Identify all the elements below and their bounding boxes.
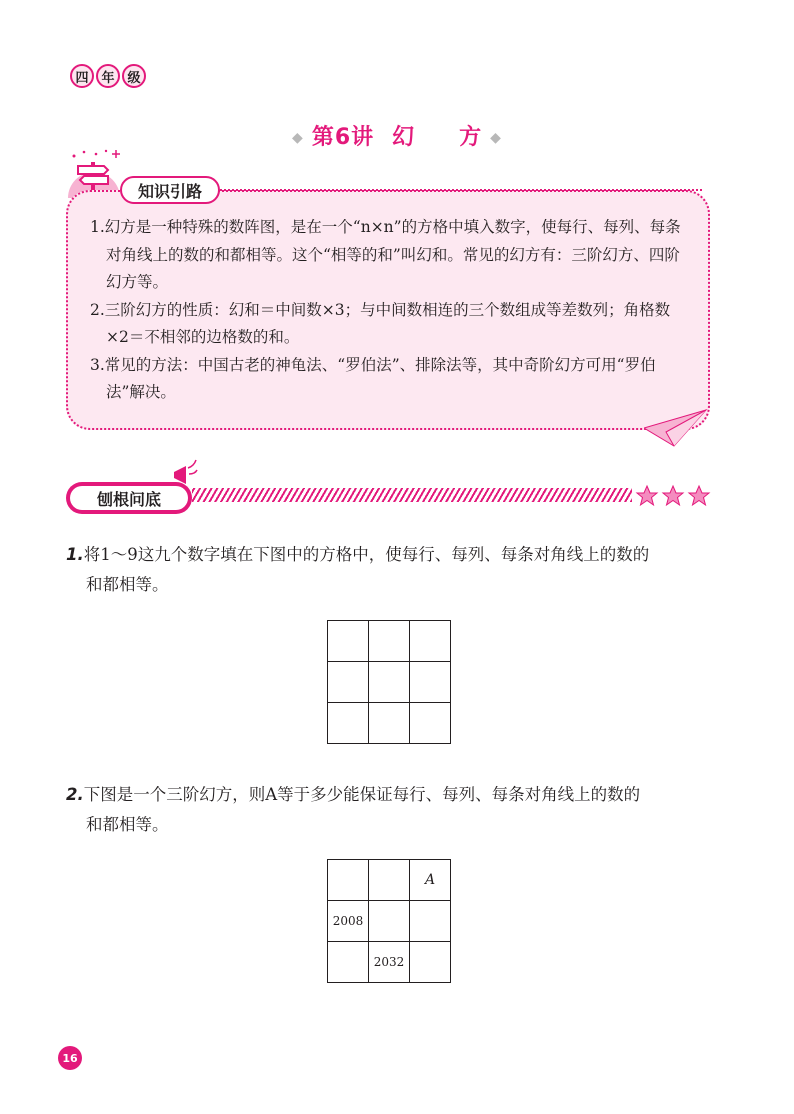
grade-char: 四	[70, 64, 94, 88]
grid-cell[interactable]	[369, 621, 410, 662]
grid-cell[interactable]	[410, 901, 451, 942]
knowledge-point: 2.三阶幻方的性质：幻和＝中间数×3；与中间数相连的三个数组成等差数列；角格数×2＝不相邻的边格数的和。	[90, 300, 671, 346]
paper-plane-icon	[644, 408, 708, 448]
question-number: 1.	[66, 545, 84, 564]
knowledge-point: 3.常见的方法：中国古老的神龟法、“罗伯法”、排除法等，其中奇阶幻方可用“罗伯法”解决。	[90, 355, 656, 401]
grid-cell[interactable]	[410, 942, 451, 983]
grid-cell[interactable]: 2008	[328, 901, 369, 942]
megaphone-icon	[170, 458, 198, 488]
grid-cell[interactable]	[410, 621, 451, 662]
question-number: 2.	[66, 785, 84, 804]
question-text: 下图是一个三阶幻方，则A等于多少能保证每行、每列、每条对角线上的数的	[83, 785, 641, 804]
grid-cell[interactable]	[328, 662, 369, 703]
diamond-icon: ◆	[292, 130, 304, 146]
magic-square-grid-empty	[327, 620, 451, 744]
page-title	[0, 120, 794, 151]
grid-cell[interactable]	[369, 901, 410, 942]
difficulty-stars-icon	[634, 484, 712, 508]
lesson-title-a: 幻	[392, 125, 416, 150]
grid-cell[interactable]	[328, 860, 369, 901]
knowledge-point: 1.幻方是一种特殊的数阵图，是在一个“n×n”的方格中填入数字，使每行、每列、每条对角线上的数的和都相等。这个“相等的和”叫幻和。常见的幻方有：三阶幻方、四阶幻方等。	[90, 218, 681, 291]
grid-cell[interactable]	[369, 703, 410, 744]
grade-char: 级	[122, 64, 146, 88]
grid-cell[interactable]	[410, 662, 451, 703]
question-text: 和都相等。	[86, 815, 169, 834]
lesson-number: 第6讲	[311, 125, 375, 150]
grade-badge	[70, 64, 146, 88]
question-text: 和都相等。	[86, 575, 169, 594]
diamond-icon: ◆	[490, 130, 502, 146]
question-text: 将1～9这九个数字填在下图中的方格中，使每行、每列、每条对角线上的数的	[83, 545, 650, 564]
knowledge-divider	[216, 189, 702, 191]
magic-square-grid-partial	[327, 859, 451, 983]
grid-cell[interactable]	[328, 703, 369, 744]
knowledge-label: 知识引路	[120, 176, 220, 204]
knowledge-text	[90, 214, 690, 407]
question-2	[66, 780, 726, 840]
page-number: 16	[58, 1046, 82, 1070]
section-hatch	[192, 488, 632, 502]
grid-cell-a[interactable]: A	[410, 860, 451, 901]
grid-cell[interactable]	[369, 662, 410, 703]
grade-char: 年	[96, 64, 120, 88]
question-1	[66, 540, 726, 600]
grid-cell[interactable]	[328, 942, 369, 983]
grid-cell[interactable]: 2032	[369, 942, 410, 983]
grid-cell[interactable]	[369, 860, 410, 901]
section-label: 刨根问底	[70, 486, 188, 510]
grid-cell[interactable]	[328, 621, 369, 662]
grid-cell[interactable]	[410, 703, 451, 744]
lesson-title-b: 方	[459, 125, 483, 150]
